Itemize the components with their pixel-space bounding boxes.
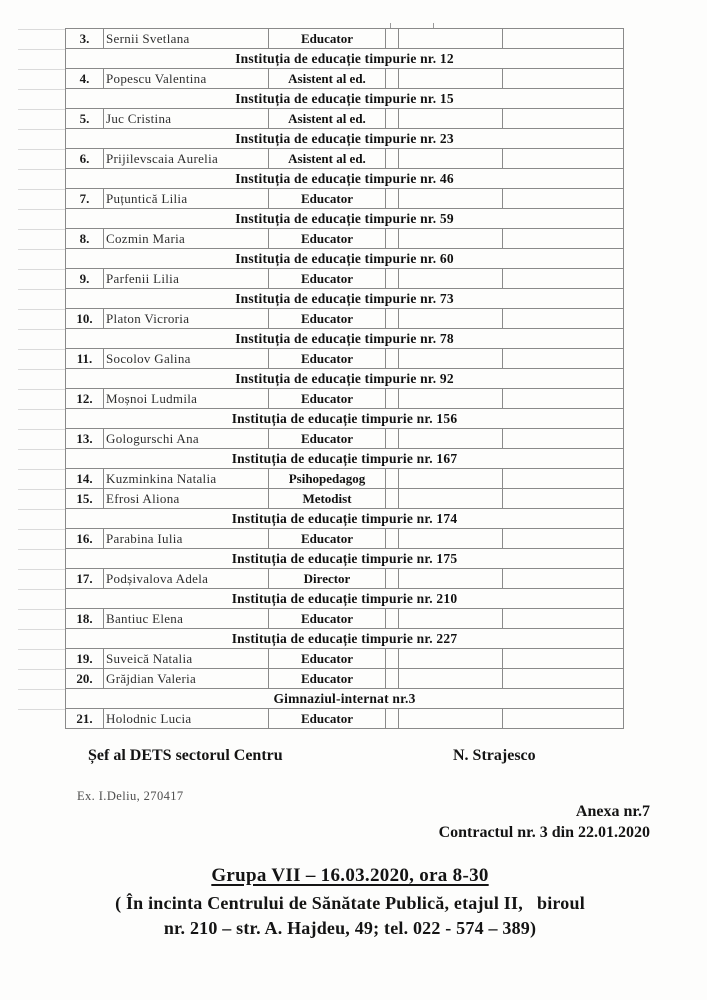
institution-label: Instituția de educație timpurie nr. 15 [66,89,624,109]
position-cell: Asistent al ed. [269,109,386,129]
position-cell: Asistent al ed. [269,69,386,89]
empty-cell [503,469,624,489]
institution-label: Gimnaziul-internat nr.3 [66,689,624,709]
empty-cell [399,69,503,89]
row-number-cell: 4. [66,69,104,89]
row-number-cell: 5. [66,109,104,129]
row-number-cell: 15. [66,489,104,509]
empty-cell [386,269,399,289]
institution-row [66,89,624,109]
name-cell: Puțuntică Lilia [104,189,269,209]
scan-bleed-lines [18,29,65,728]
empty-cell [399,709,503,729]
empty-cell [503,429,624,449]
row-number-cell: 13. [66,429,104,449]
empty-cell [386,149,399,169]
institution-row [66,209,624,229]
empty-cell [386,349,399,369]
position-cell: Educator [269,269,386,289]
name-cell: Efrosi Aliona [104,489,269,509]
row-number-cell: 11. [66,349,104,369]
row-number-cell: 7. [66,189,104,209]
row-number-cell: 19. [66,649,104,669]
position-cell: Educator [269,649,386,669]
institution-row [66,249,624,269]
group-heading [40,865,660,941]
position-cell: Educator [269,609,386,629]
row-number-cell: 9. [66,269,104,289]
institution-row [66,129,624,149]
row-number-cell: 3. [66,29,104,49]
executor-note: Ex. I.Deliu, 270417 [77,789,184,803]
empty-cell [503,569,624,589]
institution-label: Instituția de educație timpurie nr. 175 [66,549,624,569]
empty-cell [399,649,503,669]
person-row [66,269,624,289]
name-cell: Kuzminkina Natalia [104,469,269,489]
empty-cell [399,229,503,249]
person-row [66,69,624,89]
empty-cell [386,29,399,49]
empty-cell [399,149,503,169]
empty-cell [386,389,399,409]
institution-label: Instituția de educație timpurie nr. 227 [66,629,624,649]
person-row [66,669,624,689]
empty-cell [386,669,399,689]
institution-row [66,409,624,429]
empty-cell [503,269,624,289]
name-cell: Prijilevscaia Aurelia [104,149,269,169]
institution-label: Instituția de educație timpurie nr. 167 [66,449,624,469]
empty-cell [399,669,503,689]
empty-cell [399,269,503,289]
person-row [66,489,624,509]
name-cell: Podșivalova Adela [104,569,269,589]
position-cell: Educator [269,349,386,369]
institution-row [66,589,624,609]
person-row [66,429,624,449]
name-cell: Socolov Galina [104,349,269,369]
empty-cell [386,489,399,509]
empty-cell [399,489,503,509]
institution-label: Instituția de educație timpurie nr. 78 [66,329,624,349]
institution-row [66,329,624,349]
position-cell: Educator [269,189,386,209]
institution-label: Instituția de educație timpurie nr. 12 [66,49,624,69]
institution-row [66,549,624,569]
position-cell: Psihopedagog [269,469,386,489]
empty-cell [386,529,399,549]
empty-cell [503,109,624,129]
person-row [66,109,624,129]
person-row [66,709,624,729]
empty-cell [386,109,399,129]
row-number-cell: 10. [66,309,104,329]
position-cell: Director [269,569,386,589]
signature-name: N. Strajesco [453,747,536,764]
empty-cell [503,229,624,249]
name-cell: Gologurschi Ana [104,429,269,449]
person-row [66,609,624,629]
staff-table-wrapper [65,28,624,729]
institution-label: Instituția de educație timpurie nr. 23 [66,129,624,149]
staff-table [65,28,624,729]
empty-cell [503,189,624,209]
position-cell: Asistent al ed. [269,149,386,169]
row-number-cell: 8. [66,229,104,249]
position-cell: Educator [269,229,386,249]
person-row [66,469,624,489]
empty-cell [386,469,399,489]
row-number-cell: 21. [66,709,104,729]
person-row [66,529,624,549]
empty-cell [399,469,503,489]
person-row [66,29,624,49]
row-number-cell: 6. [66,149,104,169]
empty-cell [503,349,624,369]
name-cell: Suveică Natalia [104,649,269,669]
empty-cell [503,29,624,49]
empty-cell [399,609,503,629]
empty-cell [386,429,399,449]
name-cell: Parabina Iulia [104,529,269,549]
empty-cell [503,149,624,169]
name-cell: Cozmin Maria [104,229,269,249]
institution-row [66,369,624,389]
person-row [66,189,624,209]
name-cell: Bantiuc Elena [104,609,269,629]
institution-row [66,629,624,649]
group-address-line-1: ( În incinta Centrului de Sănătate Publică, etajul II, biroul [115,893,585,913]
signature-title: Șef al DETS sectorul Centru [88,747,283,764]
empty-cell [399,29,503,49]
empty-cell [386,709,399,729]
empty-cell [503,709,624,729]
empty-cell [386,189,399,209]
row-number-cell: 17. [66,569,104,589]
contract-line: Contractul nr. 3 din 22.01.2020 [438,824,650,841]
empty-cell [399,189,503,209]
empty-cell [386,309,399,329]
name-cell: Popescu Valentina [104,69,269,89]
position-cell: Educator [269,29,386,49]
person-row [66,309,624,329]
row-number-cell: 14. [66,469,104,489]
person-row [66,229,624,249]
institution-row [66,509,624,529]
empty-cell [386,569,399,589]
row-number-cell: 16. [66,529,104,549]
row-number-cell: 12. [66,389,104,409]
position-cell: Educator [269,389,386,409]
institution-label: Instituția de educație timpurie nr. 46 [66,169,624,189]
name-cell: Holodnic Lucia [104,709,269,729]
name-cell: Juc Cristina [104,109,269,129]
position-cell: Educator [269,529,386,549]
empty-cell [386,229,399,249]
person-row [66,149,624,169]
position-cell: Educator [269,669,386,689]
institution-label: Instituția de educație timpurie nr. 60 [66,249,624,269]
empty-cell [399,429,503,449]
name-cell: Grăjdian Valeria [104,669,269,689]
empty-cell [503,389,624,409]
institution-label: Instituția de educație timpurie nr. 73 [66,289,624,309]
empty-cell [503,69,624,89]
institution-row [66,449,624,469]
name-cell: Sernii Svetlana [104,29,269,49]
position-cell: Educator [269,429,386,449]
institution-label: Instituția de educație timpurie nr. 92 [66,369,624,389]
institution-label: Instituția de educație timpurie nr. 210 [66,589,624,609]
empty-cell [503,529,624,549]
position-cell: Educator [269,309,386,329]
person-row [66,649,624,669]
annex-line: Anexa nr.7 [575,803,650,820]
staff-table-body [66,29,624,729]
position-cell: Metodist [269,489,386,509]
empty-cell [503,669,624,689]
empty-cell [386,649,399,669]
institution-row [66,689,624,709]
person-row [66,389,624,409]
person-row [66,569,624,589]
empty-cell [399,349,503,369]
name-cell: Moșnoi Ludmila [104,389,269,409]
institution-row [66,289,624,309]
institution-row [66,49,624,69]
empty-cell [386,609,399,629]
institution-label: Instituția de educație timpurie nr. 156 [66,409,624,429]
name-cell: Platon Vicroria [104,309,269,329]
institution-label: Instituția de educație timpurie nr. 174 [66,509,624,529]
empty-cell [503,309,624,329]
annex-block [439,801,650,843]
empty-cell [503,609,624,629]
row-number-cell: 20. [66,669,104,689]
position-cell: Educator [269,709,386,729]
name-cell: Parfenii Lilia [104,269,269,289]
group-title: Grupa VII – 16.03.2020, ora 8-30 [211,865,489,886]
empty-cell [399,569,503,589]
empty-cell [399,109,503,129]
empty-cell [399,529,503,549]
row-number-cell: 18. [66,609,104,629]
empty-cell [386,69,399,89]
institution-label: Instituția de educație timpurie nr. 59 [66,209,624,229]
empty-cell [503,489,624,509]
empty-cell [503,649,624,669]
person-row [66,349,624,369]
empty-cell [399,309,503,329]
empty-cell [399,389,503,409]
group-address-line-2: nr. 210 – str. A. Hajdeu, 49; tel. 022 - 574 – 389) [163,918,537,938]
institution-row [66,169,624,189]
